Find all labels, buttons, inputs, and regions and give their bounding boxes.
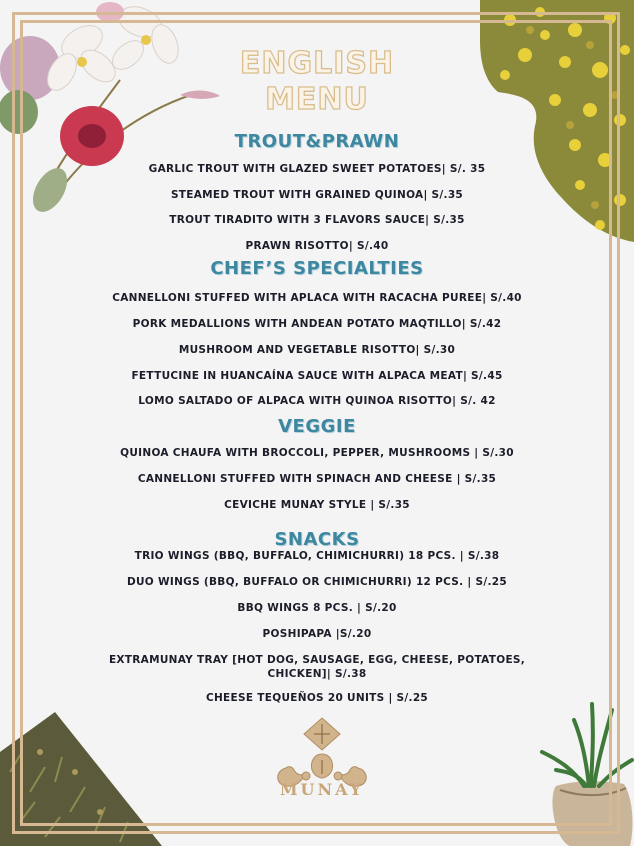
menu-item: CHEESE TEQUEÑOS 20 UNITS | S/.25 [205,692,429,704]
menu-item: CANNELLONI STUFFED WITH SPINACH AND CHEESE | S/.35 [137,473,497,485]
menu-item: TROUT TIRADITO WITH 3 FLAVORS SAUCE| S/.35 [169,214,465,226]
menu-item: POSHIPAPA |S/.20 [262,628,372,640]
menu-item: STEAMED TROUT WITH GRAINED QUINOA| S/.35 [170,189,464,201]
menu-item: GARLIC TROUT WITH GLAZED SWEET POTATOES| S/. 35 [148,163,486,175]
menu-item: TRIO WINGS (BBQ, BUFFALO, CHIMICHURRI) 18 PCS. | S/.38 [134,550,500,562]
menu-item: BBQ WINGS 8 PCS. | S/.20 [237,602,397,614]
menu-item: DUO WINGS (BBQ, BUFFALO OR CHIMICHURRI) 12 PCS. | S/.25 [126,576,508,588]
title-line-2: MENU [265,82,369,117]
menu-item: PRAWN RISOTTO| S/.40 [245,240,389,252]
menu-item: FETTUCINE IN HUANCAÍNA SAUCE WITH ALPACA MEAT| S/.45 [131,370,503,382]
menu-item: CEVICHE MUNAY STYLE | S/.35 [224,499,410,511]
menu-item: QUINOA CHAUFA WITH BROCCOLI, PEPPER, MUSHROOMS | S/.30 [120,447,514,459]
menu-item: LOMO SALTADO OF ALPACA WITH QUINOA RISOTTO| S/. 42 [138,395,496,407]
title-line-1: ENGLISH [239,46,395,81]
menu-item: CANNELLONI STUFFED WITH APLACA WITH RACACHA PUREE| S/.40 [112,292,522,304]
section-heading-snacks: SNACKS [274,529,360,550]
menu-item: EXTRAMUNAY TRAY [HOT DOG, SAUSAGE, EGG, CHEESE, POTATOES, CHICKEN]| S/.38 [108,654,526,680]
menu-item: MUSHROOM AND VEGETABLE RISOTTO| S/.30 [178,344,456,356]
logo-wordmark: MUNAY [279,780,365,799]
menu-item: PORK MEDALLIONS WITH ANDEAN POTATO MAQTILLO| S/.42 [132,318,502,330]
section-heading-trout-prawn: TROUT&PRAWN [234,131,400,152]
munay-logo-icon [266,714,378,824]
section-heading-veggie: VEGGIE [278,416,356,437]
section-heading-chefs-specialties: CHEF’S SPECIALTIES [210,258,424,279]
